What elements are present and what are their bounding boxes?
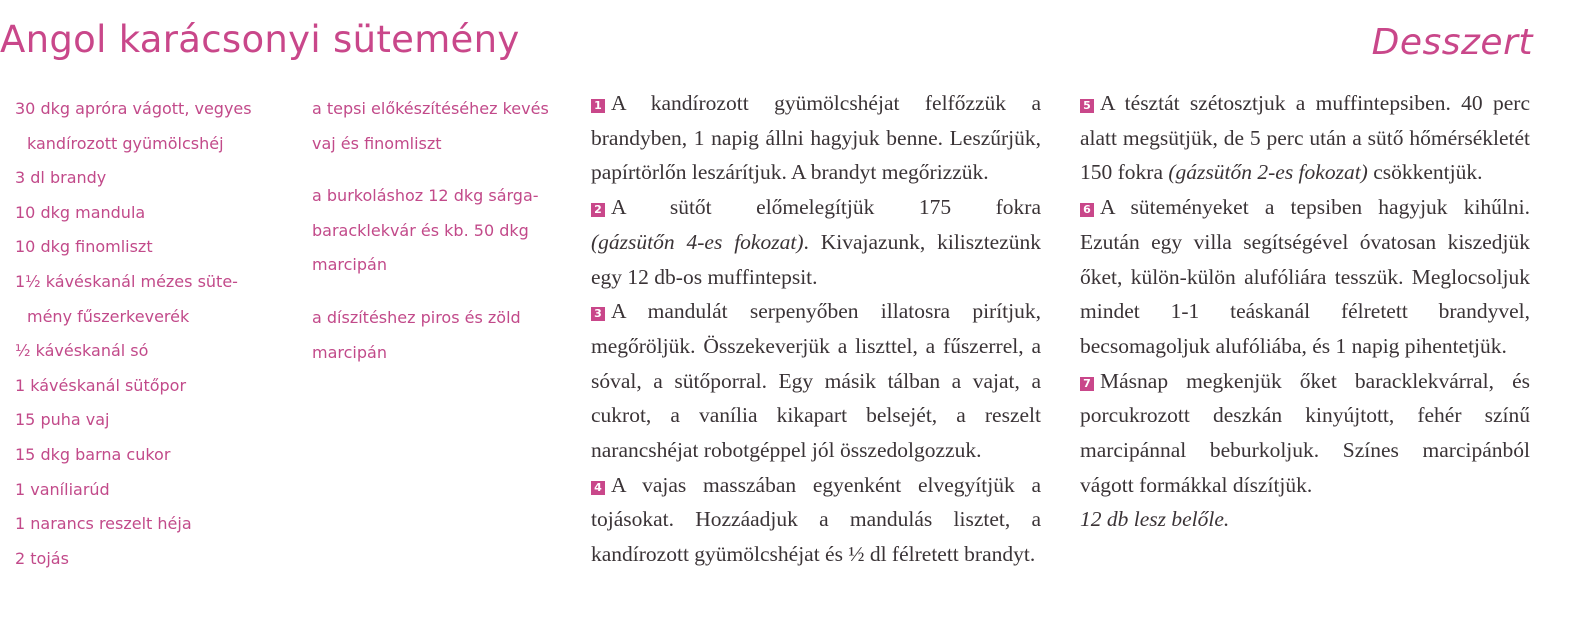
- step-text: A kandírozott gyümölcshéjat felfőzzük a brandyben, 1 napig állni hagyjuk benne. Leszűrjük, papírtörlőn leszárítjuk. A brandyt megőrizzük.: [591, 91, 1041, 185]
- ingredient-item: [15, 438, 252, 473]
- step-text: A süteményeket a tepsiben hagyjuk kihűlni. Ezután egy villa segítségével óvatosan kiszedjük őket, külön-külön alufóliára tesszük. Meglocsoljuk mindet 1-1 teáskanál félretett brandyvel, becsomagoljuk alufóliába, és 1 napig pihentetjük.: [1080, 195, 1530, 358]
- ingredient-item: [15, 334, 252, 369]
- ingredient-text: 30 dkg apróra vágott, vegyes: [15, 99, 252, 118]
- step-text: A tésztát szétosztjuk a muffintepsiben. 40 perc alatt megsütjük, de 5 perc után a sütő hőmérsékletét 150 fokra: [1080, 91, 1530, 185]
- recipe-title: Angol karácsonyi sütemény: [0, 18, 520, 61]
- ingredient-text: mény fűszerkeverék: [27, 306, 190, 326]
- ingredient-item: [15, 161, 252, 196]
- step-text: Másnap megkenjük őket baracklekvárral, és porcukrozott deszkán kinyújtott, fehér színű marcipánnal beburkoljuk. Színes marcipánból vágott formákkal díszítjük.: [1080, 368, 1530, 497]
- ingredient-item: [15, 403, 252, 438]
- step-text: A mandulát serpenyőben illatosra pirítjuk, megőröljük. Összekeverjük a liszttel, a fűszerrel, a sóval, a sütőporral. Egy másik tálban a vajat, a cukrot, a vanília kikapart belsejét, a reszelt narancshéjat robotgéppel jól összedolgozzuk.: [591, 299, 1041, 463]
- method-steps-right: [1080, 86, 1530, 537]
- recipe-yield: 12 db lesz belőle.: [1080, 507, 1230, 532]
- ingredient-text: a díszítéshez piros és zöld: [312, 307, 521, 327]
- ingredient-text: 3 dl brandy: [15, 168, 107, 188]
- ingredient-item: [15, 230, 252, 265]
- ingredient-text: a burkoláshoz 12 dkg sárga-: [312, 186, 539, 206]
- ingredient-list: [15, 92, 252, 576]
- ingredient-item: [15, 542, 252, 577]
- ingredient-text: 2 tojás: [15, 548, 69, 568]
- ingredient-text: kandírozott gyümölcshéj: [27, 133, 224, 153]
- method-step: [1080, 190, 1530, 364]
- ingredient-text: marcipán: [312, 342, 387, 362]
- step-note-text: (gázsütőn 2-es fokozat): [1168, 160, 1368, 185]
- step-text: csökkentjük.: [1367, 160, 1483, 185]
- ingredient-item: [312, 179, 549, 283]
- step-number-badge: 1: [591, 99, 605, 113]
- ingredient-text: 1½ kávéskanál mézes süte-: [15, 271, 238, 291]
- method-step: [1080, 86, 1530, 190]
- step-text: . Kivajazunk, kilisztezünk egy 12 db-os muffintepsit.: [591, 229, 1041, 289]
- ingredient-text: marcipán: [312, 255, 387, 275]
- step-text: A sütőt előmelegítjük 175 fokra: [611, 195, 1041, 220]
- ingredient-text: ½ kávéskanál só: [15, 341, 149, 361]
- step-number-badge: 3: [591, 307, 605, 321]
- step-number-badge: 7: [1080, 377, 1094, 391]
- ingredient-text: 1 vaníliarúd: [15, 479, 110, 499]
- step-number-badge: 2: [591, 203, 605, 217]
- step-number-badge: 5: [1080, 99, 1094, 113]
- step-note-text: (gázsütőn 4-es fokozat): [591, 229, 804, 254]
- step-number-badge: 4: [591, 481, 605, 495]
- ingredient-text: a tepsi előkészítéséhez kevés: [312, 99, 549, 118]
- ingredient-item: [312, 301, 549, 370]
- ingredient-item: [312, 92, 549, 161]
- method-step: [591, 468, 1041, 572]
- ingredient-text: 1 narancs reszelt héja: [15, 514, 192, 534]
- ingredient-item: [15, 507, 252, 542]
- method-step: [1080, 364, 1530, 503]
- ingredient-text: 1 kávéskanál sütőpor: [15, 375, 187, 395]
- method-step: [591, 190, 1041, 294]
- method-step: [591, 294, 1041, 468]
- ingredient-item: [15, 265, 252, 334]
- ingredient-text: 10 dkg mandula: [15, 202, 146, 222]
- ingredient-text: 15 dkg barna cukor: [15, 444, 171, 464]
- method-step: [591, 86, 1041, 190]
- ingredient-text: 15 puha vaj: [15, 410, 110, 430]
- ingredient-item: [15, 92, 252, 161]
- ingredient-text: 10 dkg finomliszt: [15, 237, 153, 257]
- preparation-ingredient-list: [312, 92, 549, 370]
- ingredient-text: baracklekvár és kb. 50 dkg: [312, 220, 529, 240]
- recipe-category: Desszert: [1371, 22, 1533, 63]
- ingredient-text: vaj és finomliszt: [312, 133, 442, 153]
- step-text: A vajas masszában egyenként elvegyítjük a tojásokat. Hozzáadjuk a mandulás lisztet, a kandírozott gyümölcshéjat és ½ dl félretett brandyt.: [591, 472, 1041, 567]
- step-number-badge: 6: [1080, 203, 1094, 217]
- ingredient-item: [15, 369, 252, 404]
- ingredient-item: [15, 196, 252, 231]
- ingredient-item: [15, 473, 252, 508]
- method-steps-left: [591, 86, 1041, 572]
